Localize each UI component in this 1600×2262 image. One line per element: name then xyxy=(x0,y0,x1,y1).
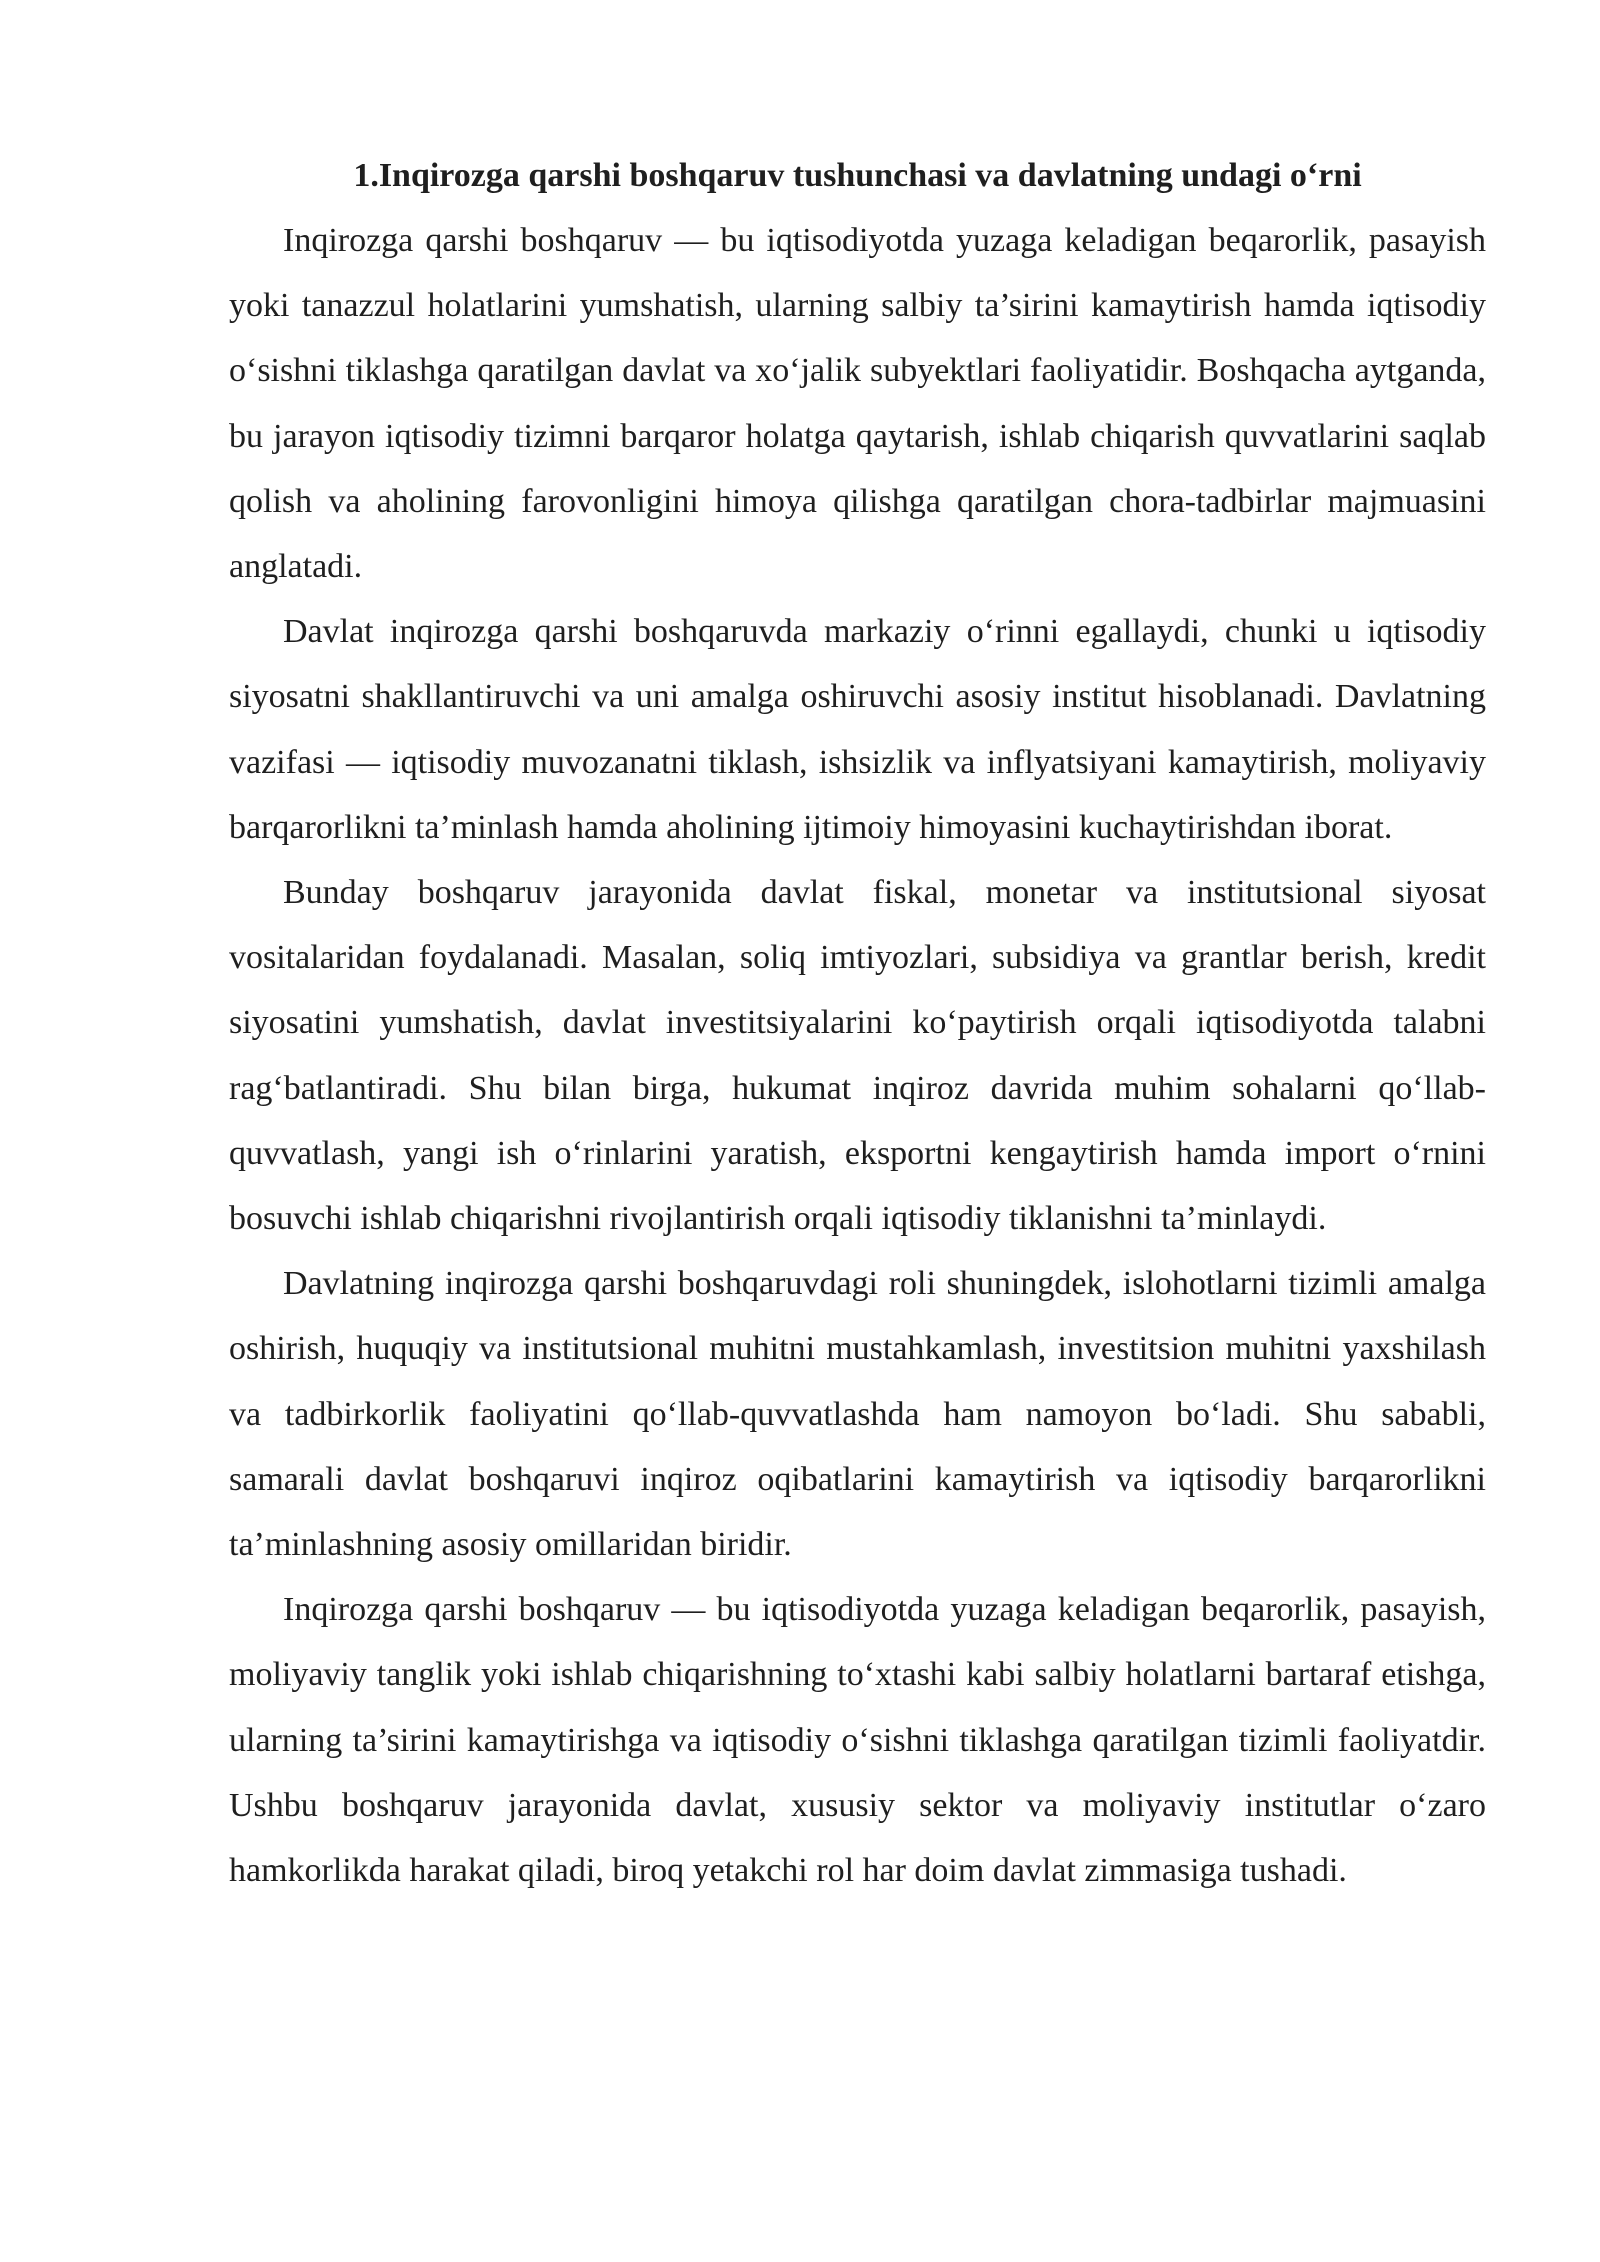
paragraph-2: Davlat inqirozga qarshi boshqaruvda markaziy o‘rinni egallaydi, chunki u iqtisodiy siyosatni shakllantiruvchi va uni amalga oshiruvchi asosiy institut hisoblanadi. Davlatning vazifasi — iqtisodiy muvozanatni tiklash, ishsizlik va inflyatsiyani kamaytirish, moliyaviy barqarorlikni ta’minlash hamda aholining ijtimoiy himoyasini kuchaytirishdan iborat. xyxy=(229,613,1486,846)
document-body xyxy=(229,150,1486,1903)
paragraph-5: Inqirozga qarshi boshqaruv — bu iqtisodiyotda yuzaga keladigan beqarorlik, pasayish, moliyaviy tanglik yoki ishlab chiqarishning to‘xtashi kabi salbiy holatlarni bartaraf etishga, ularning ta’sirini kamaytirishga va iqtisodiy o‘sishni tiklashga qaratilgan tizimli faoliyatdir. Ushbu boshqaruv jarayonida davlat, xususiy sektor va moliyaviy institutlar o‘zaro hamkorlikda harakat qiladi, biroq yetakchi rol har doim davlat zimmasiga tushadi. xyxy=(229,1591,1486,1890)
paragraph-1: Inqirozga qarshi boshqaruv — bu iqtisodiyotda yuzaga keladigan beqarorlik, pasayish yoki tanazzul holatlarini yumshatish, ularning salbiy ta’sirini kamaytirish hamda iqtisodiy o‘sishni tiklashga qaratilgan davlat va xo‘jalik subyektlari faoliyatidir. Boshqacha aytganda, bu jarayon iqtisodiy tizimni barqaror holatga qaytarish, ishlab chiqarish quvvatlarini saqlab qolish va aholining farovonligini himoya qilishga qaratilgan chora-tadbirlar majmuasini anglatadi. xyxy=(229,222,1486,586)
paragraph-4: Davlatning inqirozga qarshi boshqaruvdagi roli shuningdek, islohotlarni tizimli amalga oshirish, huquqiy va institutsional muhitni mustahkamlash, investitsion muhitni yaxshilash va tadbirkorlik faoliyatini qo‘llab-quvvatlashda ham namoyon bo‘ladi. Shu sababli, samarali davlat boshqaruvi inqiroz oqibatlarini kamaytirish va iqtisodiy barqarorlikni ta’minlashning asosiy omillaridan biridir. xyxy=(229,1265,1486,1564)
section-title: 1.Inqirozga qarshi boshqaruv tushunchasi va davlatning undagi o‘rni xyxy=(353,157,1362,194)
paragraph-3: Bunday boshqaruv jarayonida davlat fiskal, monetar va institutsional siyosat vositalaridan foydalanadi. Masalan, soliq imtiyozlari, subsidiya va grantlar berish, kredit siyosatini yumshatish, davlat investitsiyalarini ko‘paytirish orqali iqtisodiyotda talabni rag‘batlantiradi. Shu bilan birga, hukumat inqiroz davrida muhim sohalarni qo‘llab-quvvatlash, yangi ish o‘rinlarini yaratish, eksportni kengaytirish hamda import o‘rnini bosuvchi ishlab chiqarishni rivojlantirish orqali iqtisodiy tiklanishni ta’minlaydi. xyxy=(229,874,1486,1238)
